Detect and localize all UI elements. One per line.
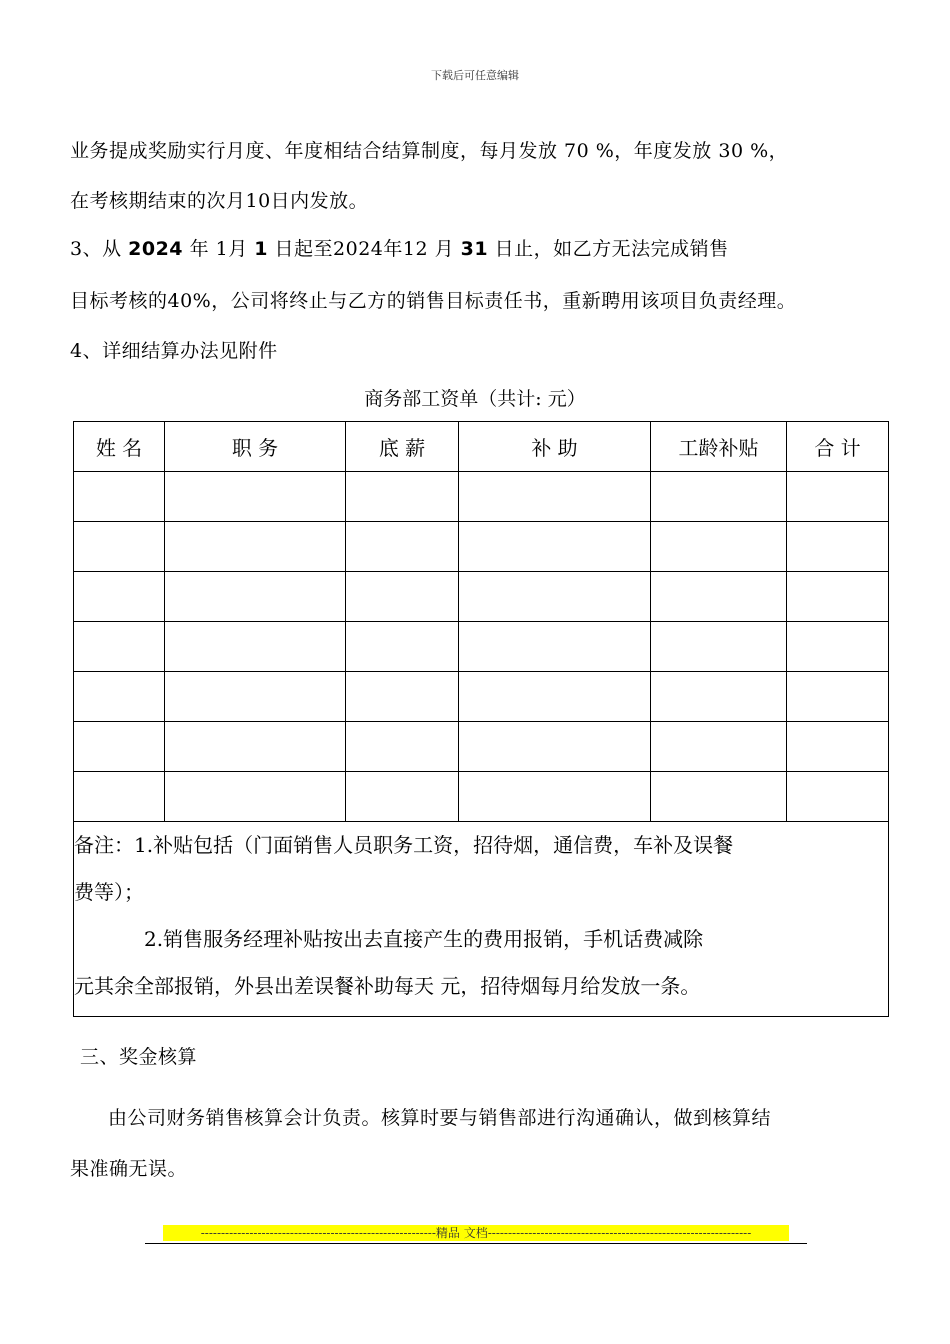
- table-row: [74, 572, 889, 622]
- table-cell: [74, 622, 165, 672]
- table-cell: [787, 722, 889, 772]
- table-cell: [459, 622, 651, 672]
- table-row: [74, 722, 889, 772]
- body-line-4: 目标考核的40%，公司将终止与乙方的销售目标责任书，重新聘用该项目负责经理。: [70, 290, 797, 312]
- table-cell: [74, 772, 165, 822]
- section-3-paragraph-line-1: 由公司财务销售核算会计负责。核算时要与销售部进行沟通确认，做到核算结: [108, 1107, 772, 1129]
- footer-banner: ----------------------------------------------------------精品 文档-----------------------------------------------------------------: [163, 1225, 789, 1241]
- header-position: 职 务: [165, 422, 346, 472]
- line3-day-end: 31: [460, 238, 489, 260]
- header-total: 合 计: [787, 422, 889, 472]
- table-cell: [651, 722, 787, 772]
- salary-table-title: 商务部工资单（共计: 元）: [364, 388, 586, 410]
- table-cell: [787, 772, 889, 822]
- table-cell: [651, 572, 787, 622]
- line3-prefix: 3、从: [70, 238, 129, 260]
- footer-divider: [145, 1243, 807, 1244]
- table-row: [74, 472, 889, 522]
- table-cell: [651, 672, 787, 722]
- table-cell: [74, 572, 165, 622]
- page-header: 下载后可任意编辑: [431, 69, 519, 82]
- table-cell: [787, 672, 889, 722]
- note-2-line-a: 2.销售服务经理补贴按出去直接产生的费用报销，手机话费减除: [144, 927, 704, 951]
- table-cell: [165, 472, 346, 522]
- line3-text-2: 日起至2024年12 月: [267, 238, 461, 260]
- table-cell: [74, 522, 165, 572]
- table-cell: [165, 572, 346, 622]
- body-line-2: 在考核期结束的次月10日内发放。: [70, 190, 369, 212]
- table-cell: [346, 472, 459, 522]
- table-row: [74, 672, 889, 722]
- header-seniority-allowance: 工龄补贴: [651, 422, 787, 472]
- table-cell: [165, 522, 346, 572]
- table-cell: [346, 722, 459, 772]
- table-cell: [459, 722, 651, 772]
- table-cell: [165, 722, 346, 772]
- table-cell: [346, 572, 459, 622]
- table-cell: [787, 522, 889, 572]
- body-line-3: [70, 234, 729, 261]
- table-cell: [787, 472, 889, 522]
- table-cell: [346, 772, 459, 822]
- table-cell: [651, 472, 787, 522]
- table-cell: [346, 522, 459, 572]
- table-note-row: [74, 822, 889, 1017]
- table-cell: [459, 672, 651, 722]
- table-cell: [459, 522, 651, 572]
- table-row: [74, 522, 889, 572]
- table-cell: [165, 672, 346, 722]
- table-row: [74, 772, 889, 822]
- header-name: 姓 名: [74, 422, 165, 472]
- table-note: [74, 822, 889, 1017]
- note-2-line-b: 元其余全部报销，外县出差误餐补助每天 元，招待烟每月给发放一条。: [74, 974, 701, 998]
- salary-table: [73, 421, 889, 1017]
- body-line-5: 4、详细结算办法见附件: [70, 340, 278, 362]
- header-base-salary: 底 薪: [346, 422, 459, 472]
- line3-text-3: 日止，如乙方无法完成销售: [488, 238, 729, 260]
- section-3-heading: 三、奖金核算: [80, 1046, 198, 1068]
- section-3-paragraph-line-2: 果准确无误。: [70, 1158, 188, 1180]
- table-cell: [346, 622, 459, 672]
- header-allowance: 补 助: [459, 422, 651, 472]
- table-cell: [74, 722, 165, 772]
- table-cell: [651, 522, 787, 572]
- table-cell: [74, 472, 165, 522]
- table-cell: [651, 622, 787, 672]
- table-cell: [165, 772, 346, 822]
- table-cell: [165, 622, 346, 672]
- note-1-line-b: 费等）；: [74, 880, 144, 904]
- table-row: [74, 622, 889, 672]
- line3-day-start: 1: [254, 238, 268, 260]
- table-cell: [459, 472, 651, 522]
- note-1-line-a: 备注：1.补贴包括（门面销售人员职务工资，招待烟，通信费，车补及误餐: [74, 833, 734, 857]
- table-cell: [651, 772, 787, 822]
- table-cell: [459, 772, 651, 822]
- table-cell: [74, 672, 165, 722]
- table-cell: [787, 572, 889, 622]
- table-header-row: [74, 422, 889, 472]
- table-cell: [459, 572, 651, 622]
- body-line-1: 业务提成奖励实行月度、年度相结合结算制度，每月发放 70 %，年度发放 30 %，: [70, 140, 789, 162]
- table-cell: [787, 622, 889, 672]
- line3-text-1: 年 1月: [183, 238, 255, 260]
- table-cell: [346, 672, 459, 722]
- line3-year: 2024: [128, 238, 184, 260]
